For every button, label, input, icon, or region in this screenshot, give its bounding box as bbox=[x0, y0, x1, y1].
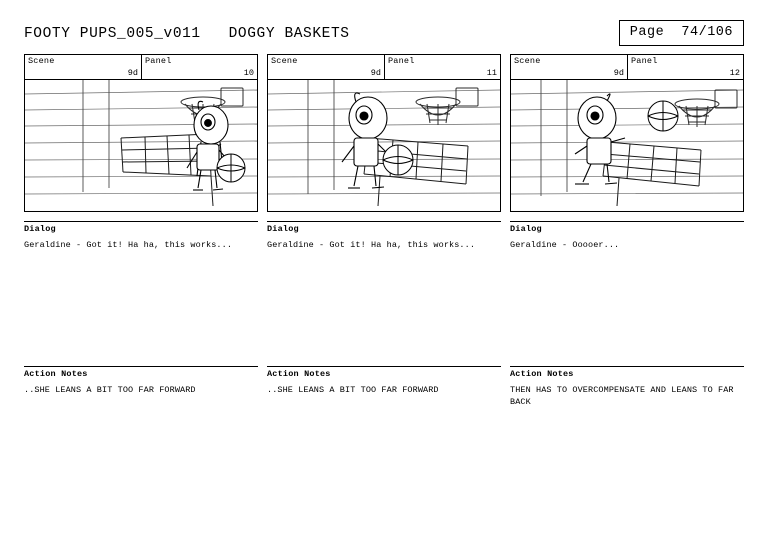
scene-panel-header-1 bbox=[24, 54, 258, 80]
frame-art-3 bbox=[511, 80, 743, 210]
action-notes-title-2: Action Notes bbox=[267, 369, 331, 379]
panel-value-3: 12 bbox=[729, 68, 740, 78]
scene-value-3: 9d bbox=[613, 68, 624, 78]
action-notes-text-3: THEN HAS TO OVERCOMPENSATE AND LEANS TO FAR BACK bbox=[510, 385, 739, 408]
scene-label-2: Scene bbox=[271, 56, 298, 66]
action-notes-row bbox=[24, 366, 746, 409]
dialog-title-1: Dialog bbox=[24, 224, 56, 234]
action-notes-title-3: Action Notes bbox=[510, 369, 574, 379]
action-notes-column-3 bbox=[510, 366, 744, 409]
dialog-text-1: Geraldine - Got it! Ha ha, this works... bbox=[24, 240, 233, 250]
panel-label-2: Panel bbox=[388, 56, 415, 66]
dialog-section-1 bbox=[24, 221, 258, 251]
page-title: FOOTY PUPS_005_v011 DOGGY BASKETS bbox=[24, 26, 350, 42]
panel-cell-3 bbox=[628, 54, 744, 80]
frame-art-1 bbox=[25, 80, 257, 210]
dialog-title-3: Dialog bbox=[510, 224, 542, 234]
panel-label-1: Panel bbox=[145, 56, 172, 66]
scene-cell-1 bbox=[24, 54, 142, 80]
action-notes-column-2 bbox=[267, 366, 501, 409]
panel-value-2: 11 bbox=[486, 68, 497, 78]
page-header bbox=[24, 26, 744, 52]
action-notes-rule-3 bbox=[510, 366, 744, 367]
action-notes-rule-2 bbox=[267, 366, 501, 367]
dialog-section-3 bbox=[510, 221, 744, 251]
panel-value-1: 10 bbox=[243, 68, 254, 78]
storyboard-frame-2 bbox=[267, 80, 501, 212]
action-notes-title-1: Action Notes bbox=[24, 369, 88, 379]
scene-cell-3 bbox=[510, 54, 628, 80]
action-notes-text-2: ..SHE LEANS A BIT TOO FAR FORWARD bbox=[267, 385, 439, 395]
scene-label-1: Scene bbox=[28, 56, 55, 66]
scene-panel-header-3 bbox=[510, 54, 744, 80]
panel-cell-2 bbox=[385, 54, 501, 80]
scene-cell-2 bbox=[267, 54, 385, 80]
action-notes-text-1: ..SHE LEANS A BIT TOO FAR FORWARD bbox=[24, 385, 196, 395]
page-number-box: Page 74/106 bbox=[619, 20, 744, 46]
dialog-text-2: Geraldine - Got it! Ha ha, this works... bbox=[267, 240, 476, 250]
dialog-title-2: Dialog bbox=[267, 224, 299, 234]
dialog-section-2 bbox=[267, 221, 501, 251]
scene-value-1: 9d bbox=[127, 68, 138, 78]
dialog-rule-3 bbox=[510, 221, 744, 222]
panel-columns bbox=[24, 54, 746, 251]
storyboard-frame-1 bbox=[24, 80, 258, 212]
dialog-text-3: Geraldine - Ooooer... bbox=[510, 240, 620, 250]
action-notes-rule-1 bbox=[24, 366, 258, 367]
panel-column-3 bbox=[510, 54, 744, 251]
panel-label-3: Panel bbox=[631, 56, 658, 66]
panel-column-2 bbox=[267, 54, 501, 251]
panel-column-1 bbox=[24, 54, 258, 251]
storyboard-frame-3 bbox=[510, 80, 744, 212]
dialog-rule-2 bbox=[267, 221, 501, 222]
frame-art-2 bbox=[268, 80, 500, 210]
scene-panel-header-2 bbox=[267, 54, 501, 80]
dialog-rule-1 bbox=[24, 221, 258, 222]
panel-cell-1 bbox=[142, 54, 258, 80]
scene-value-2: 9d bbox=[370, 68, 381, 78]
action-notes-column-1 bbox=[24, 366, 258, 409]
scene-label-3: Scene bbox=[514, 56, 541, 66]
